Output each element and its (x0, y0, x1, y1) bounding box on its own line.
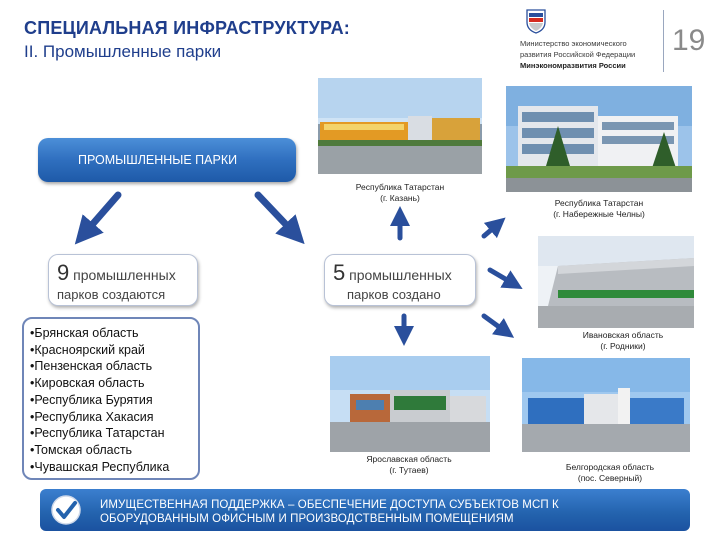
page-subtitle: II. Промышленные парки (24, 42, 222, 61)
planned-parks-label: промышленных (69, 267, 176, 283)
caption-ivanovo-line1: Ивановская область (582, 330, 664, 340)
planned-parks-line2: парков создаются (57, 287, 166, 302)
region-item: •Республика Бурятия (30, 392, 153, 407)
ministry-line1: Министерство экономического (520, 39, 627, 48)
footer-line2: ОБОРУДОВАННЫМ ОФИСНЫМ И ПРОИЗВОДСТВЕННЫМ ПОМЕЩЕНИЯМ (100, 513, 514, 525)
created-parks-count: 5 (333, 260, 346, 285)
created-parks-line2: парков создано (347, 287, 441, 302)
arrow-down-right (258, 195, 295, 234)
photo-ivanovo-park (538, 236, 694, 328)
caption-ivanovo-line2: (г. Родники) (600, 341, 646, 351)
page-number: 19 (672, 24, 706, 57)
caption-belgorod-line2: (пос. Северный) (577, 473, 643, 483)
caption-kazan (318, 182, 482, 204)
industrial-parks-banner: ПРОМЫШЛЕННЫЕ ПАРКИ (38, 138, 296, 182)
created-parks-box (324, 254, 476, 306)
regions-list (24, 319, 198, 475)
planned-parks-count: 9 (57, 260, 70, 285)
caption-kazan-line1: Республика Татарстан (355, 182, 445, 192)
caption-yaroslavl-line2: (г. Тутаев) (389, 465, 429, 475)
caption-yaroslavl (334, 454, 484, 476)
planned-parks-box (48, 254, 198, 306)
page-title: СПЕЦИАЛЬНАЯ ИНФРАСТРУКТУРА: (24, 18, 350, 38)
photo-chelny-park (506, 86, 692, 192)
region-item: •Кировская область (30, 376, 145, 391)
planned-parks-line1 (57, 260, 176, 286)
caption-chelny-line2: (г. Набережные Челны) (553, 209, 645, 219)
caption-belgorod-line1: Белгородская область (565, 462, 655, 472)
created-parks-label: промышленных (345, 267, 452, 283)
region-item: •Республика Татарстан (30, 426, 165, 441)
ministry-line2: развития Российской Федерации (520, 50, 636, 59)
caption-kazan-line2: (г. Казань) (380, 193, 420, 203)
footer-text (100, 498, 559, 526)
photo-belgorod-park (522, 358, 690, 452)
photo-kazan-park (318, 78, 482, 174)
arrow-up-chelny (484, 224, 498, 236)
region-item: •Томская область (30, 442, 133, 457)
photo-yaroslavl-park (330, 356, 490, 452)
region-item: •Пензенская область (30, 359, 153, 374)
ministry-short-name: Минэкономразвития России (520, 61, 626, 70)
region-item: •Красноярский край (30, 342, 145, 357)
caption-yaroslavl-line1: Ярославская область (366, 454, 452, 464)
created-parks-line1 (333, 260, 452, 286)
footer-banner (40, 489, 690, 531)
arrow-down-right-belgorod (484, 316, 506, 332)
caption-ivanovo (548, 330, 698, 352)
region-item: •Республика Хакасия (30, 409, 154, 424)
region-item: •Чувашская Республика (30, 459, 170, 474)
caption-chelny-line1: Республика Татарстан (554, 198, 644, 208)
caption-belgorod (530, 462, 690, 484)
region-item: •Брянская область (30, 326, 139, 340)
footer-line1: ИМУЩЕСТВЕННАЯ ПОДДЕРЖКА – ОБЕСПЕЧЕНИЕ ДОСТУПА СУБЪЕКТОВ МСП К (100, 499, 559, 511)
regions-list-box (22, 317, 200, 480)
checkmark-icon (50, 494, 82, 526)
caption-chelny (506, 198, 692, 220)
arrow-down-left (84, 195, 118, 234)
arrow-right-ivanovo (490, 270, 514, 284)
